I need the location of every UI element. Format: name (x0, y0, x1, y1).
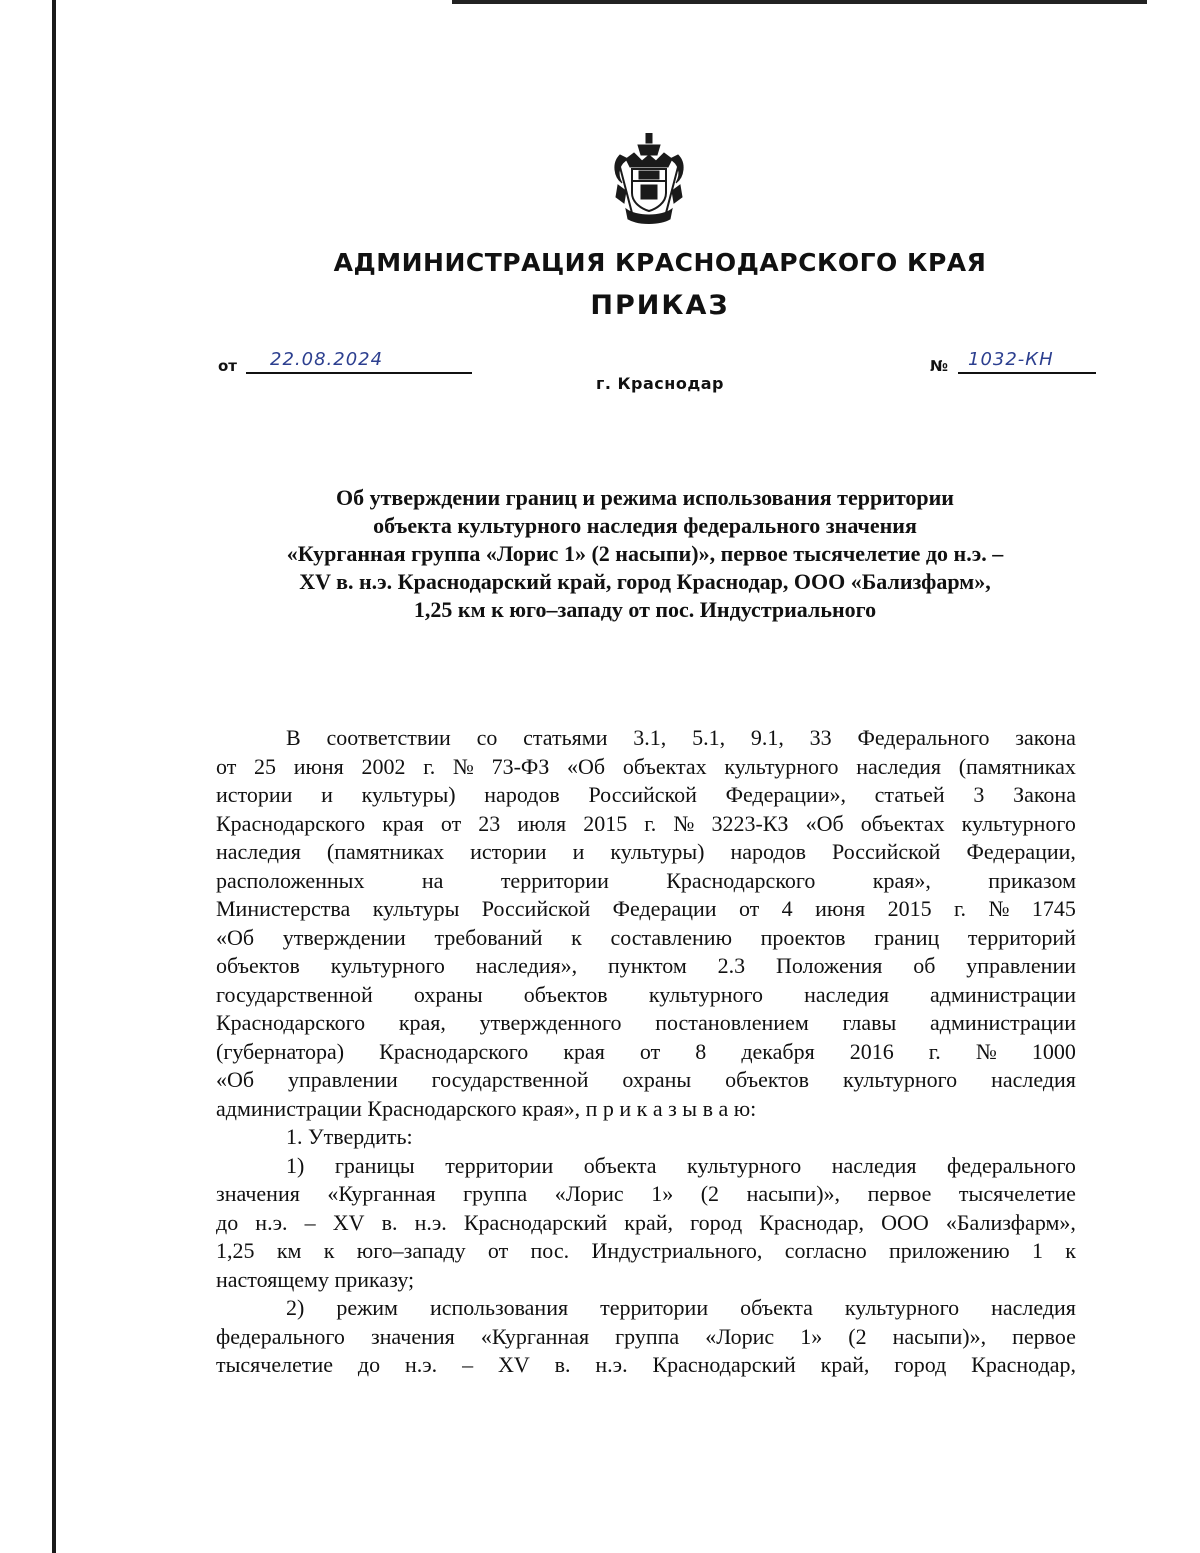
word: границ (874, 924, 940, 950)
word: государственной (431, 1067, 589, 1092)
word: значения (370, 1323, 455, 1349)
word: н.э. (595, 1352, 628, 1377)
body-line (216, 924, 1076, 953)
word: требований (434, 924, 543, 950)
word: территорий (967, 924, 1076, 950)
word: культуры) (361, 782, 456, 807)
word: насыпи)», (746, 1181, 841, 1206)
word: границы (334, 1152, 415, 1178)
word: Индустриального, (591, 1238, 763, 1263)
word: Краснодар, (759, 1209, 865, 1235)
word: Краснодарского (666, 867, 816, 893)
subject-line: «Курганная группа «Лорис 1» (2 насыпи)», первое тысячелетие до н.э. – (286, 541, 1004, 566)
word: № (988, 896, 1010, 921)
word: объектах (860, 810, 945, 836)
word: Министерства (216, 896, 351, 921)
body-line (216, 781, 1076, 810)
word: составлению (610, 924, 733, 950)
word: юго–западу (356, 1238, 466, 1263)
body-line: 1. Утвердить: (286, 1124, 413, 1149)
word: Краснодар, (971, 1352, 1076, 1377)
body-line (216, 867, 1076, 896)
word: охраны (413, 981, 483, 1007)
word: г. (954, 896, 967, 921)
word: 25 (254, 753, 277, 779)
word: приложению (889, 1238, 1010, 1263)
word: тысячелетие (216, 1352, 334, 1377)
body-line (216, 724, 1076, 753)
word: г. (423, 753, 436, 779)
word: охраны (622, 1067, 692, 1092)
word: утвержденного (479, 1010, 622, 1035)
word: объектов (216, 953, 300, 978)
word: наследия (831, 1152, 917, 1178)
word: 1 (1031, 1238, 1043, 1263)
word: края», (872, 867, 931, 893)
word: группа (615, 1323, 680, 1349)
word: до (216, 1209, 239, 1235)
body-line (216, 1038, 1076, 1067)
city: г. Краснодар (595, 374, 725, 393)
word: в. (381, 1209, 398, 1235)
word: главы (842, 1010, 897, 1035)
word: 5.1, (692, 725, 726, 750)
subject-line: Об утверждении границ и режима использования территории (336, 485, 954, 510)
body-line (216, 810, 1076, 839)
word: «Об (567, 753, 606, 779)
word: город (690, 1209, 743, 1235)
word: ООО (881, 1209, 929, 1235)
word: XV (497, 1352, 530, 1377)
word: город (894, 1352, 947, 1377)
word: и (321, 782, 333, 807)
body-line (216, 1237, 1076, 1266)
word: на (421, 867, 444, 893)
number-underline (958, 372, 1096, 374)
word: 1745 (1031, 896, 1076, 921)
word: наследия (991, 1067, 1076, 1092)
body-line: настоящему приказу; (216, 1266, 415, 1292)
word: 1» (800, 1323, 823, 1349)
word: (2 (700, 1181, 720, 1206)
word: В (286, 725, 301, 750)
word: проектов (760, 924, 846, 950)
scan-edge-top (452, 0, 1147, 4)
word: от (216, 753, 237, 779)
subject-line: объекта культурного наследия федерального значения (373, 513, 917, 538)
word: культурного (724, 753, 839, 779)
body-line (216, 1351, 1076, 1380)
word: первое (1012, 1323, 1076, 1349)
word: объекта (740, 1295, 813, 1320)
word: объекта (583, 1152, 657, 1178)
word: г. (928, 1038, 941, 1064)
word: 2016 (849, 1038, 894, 1064)
word: расположенных (216, 867, 365, 893)
date-value: 22.08.2024 (270, 349, 384, 370)
word: истории (470, 839, 547, 864)
word: управлении (288, 1067, 398, 1092)
word: (губернатора) (216, 1038, 345, 1064)
word: в. (554, 1352, 571, 1377)
word: 1» (651, 1181, 674, 1206)
word: народов (730, 839, 806, 864)
word: «Лорис (554, 1181, 624, 1206)
word: насыпи)», (892, 1323, 987, 1349)
word: – (304, 1209, 316, 1235)
body-line (216, 1294, 1076, 1323)
word: 3 (973, 782, 985, 807)
word: территории (445, 1152, 554, 1178)
word: край, (624, 1209, 674, 1235)
word: Краснодарский (463, 1209, 608, 1235)
word: (памятниках (326, 839, 445, 864)
word: «Курганная (480, 1323, 590, 1349)
body-line (216, 753, 1076, 782)
word: края (382, 810, 424, 836)
word: г. (644, 810, 657, 836)
word: государственной (216, 981, 373, 1007)
word: «Бализфарм», (945, 1209, 1076, 1235)
word: края (563, 1038, 605, 1064)
word: № (452, 753, 474, 779)
word: статьями (523, 725, 608, 750)
word: первое (867, 1181, 932, 1206)
coat-of-arms-icon (612, 133, 686, 225)
word: федерального (216, 1323, 345, 1349)
number-label: № (930, 357, 949, 375)
word: Положения (776, 953, 883, 978)
word: наследия (856, 753, 942, 779)
word: Федерации», (725, 782, 846, 807)
word: культурного (687, 1152, 802, 1178)
body-line (216, 981, 1076, 1010)
word: согласно (784, 1238, 867, 1263)
subject-line: 1,25 км к юго–западу от пос. Индустриального (413, 597, 877, 622)
word: группа (463, 1181, 528, 1206)
number-value: 1032-КН (968, 349, 1054, 370)
document-body (216, 724, 1076, 1380)
word: 33 (809, 725, 832, 750)
date-label: от (218, 357, 237, 375)
word: 2015 (583, 810, 628, 836)
word: объектов (725, 1067, 810, 1092)
word: 3.1, (633, 725, 667, 750)
body-line (216, 952, 1076, 981)
word: управлении (966, 953, 1076, 978)
word: Российской (481, 896, 591, 921)
word: культурного (961, 810, 1076, 836)
word: Краснодарского (216, 1010, 366, 1035)
word: 4 (781, 896, 793, 921)
word: 2002 (361, 753, 406, 779)
word: Федерации, (966, 839, 1076, 864)
word: территории (500, 867, 609, 893)
word: администрации (930, 981, 1076, 1007)
word: режим (336, 1295, 398, 1320)
word: 9.1, (750, 725, 784, 750)
word: края, (398, 1010, 446, 1035)
word: 73-ФЗ (491, 753, 550, 779)
body-line (216, 1152, 1076, 1181)
word: об (913, 953, 936, 978)
word: культурного (844, 1295, 960, 1320)
word: пос. (530, 1238, 570, 1263)
body-line (216, 1323, 1076, 1352)
word: «Об (216, 924, 255, 950)
word: 3223-КЗ (711, 810, 789, 836)
word: к (323, 1238, 335, 1263)
body-line: администрации Краснодарского края», п р и к а з ы в а ю: (216, 1095, 757, 1121)
word: Российской (588, 782, 697, 807)
word: (памятниках (958, 753, 1076, 779)
word: н.э. (414, 1209, 447, 1235)
word: «Курганная (327, 1181, 436, 1206)
word: использования (429, 1295, 569, 1320)
word: значения (216, 1181, 300, 1206)
word: наследия (991, 1295, 1076, 1320)
word: – (462, 1352, 474, 1377)
word: Федерального (857, 725, 990, 750)
word: 2) (286, 1295, 305, 1320)
word: соответствии (326, 725, 451, 750)
word: Краснодарского (379, 1038, 529, 1064)
organization-title: АДМИНИСТРАЦИЯ КРАСНОДАРСКОГО КРАЯ (333, 248, 987, 277)
word: статьей (874, 782, 945, 807)
word: 1000 (1031, 1038, 1076, 1064)
word: до (357, 1352, 381, 1377)
word: Закона (1013, 782, 1076, 807)
word: культурного (648, 981, 763, 1007)
word: № (975, 1038, 997, 1064)
word: и (572, 839, 585, 864)
word: от (440, 810, 462, 836)
body-line (216, 895, 1076, 924)
body-line (216, 1209, 1076, 1238)
body-line (216, 838, 1076, 867)
document-subject (200, 484, 1090, 624)
word: 2.3 (717, 953, 746, 978)
word: Российской (832, 839, 941, 864)
subject-line: XV в. н.э. Краснодарский край, город Краснодар, ООО «Бализфарм», (299, 569, 991, 594)
word: июня (815, 896, 866, 921)
word: культуры) (610, 839, 705, 864)
word: «Об (805, 810, 844, 836)
word: «Об (216, 1067, 255, 1092)
word: Федерации (612, 896, 717, 921)
word: 1,25 (216, 1238, 255, 1263)
word: со (476, 725, 498, 750)
word: народов (484, 782, 560, 807)
scan-edge-left (52, 0, 56, 1553)
word: н.э. (255, 1209, 288, 1235)
word: 2015 (887, 896, 932, 921)
word: пунктом (608, 953, 687, 978)
word: № (673, 810, 695, 836)
word: Краснодарского (216, 810, 366, 836)
word: администрации (930, 1010, 1076, 1035)
word: июля (517, 810, 567, 836)
word: объектов (523, 981, 608, 1007)
document-type: ПРИКАЗ (590, 290, 730, 321)
word: июня (293, 753, 344, 779)
word: культурного (842, 1067, 958, 1092)
word: культуры (372, 896, 460, 921)
body-line (216, 1009, 1076, 1038)
word: закона (1015, 725, 1076, 750)
word: «Лорис (705, 1323, 775, 1349)
word: XV (332, 1209, 365, 1235)
word: территории (600, 1295, 709, 1320)
word: наследия (804, 981, 889, 1007)
word: км (276, 1238, 302, 1263)
body-line (216, 1066, 1076, 1095)
word: от (738, 896, 760, 921)
word: 8 (695, 1038, 707, 1064)
word: наследия», (475, 953, 578, 978)
body-line (216, 1180, 1076, 1209)
word: к (1065, 1238, 1076, 1263)
word: н.э. (404, 1352, 438, 1377)
word: к (571, 924, 582, 950)
word: наследия (216, 839, 301, 864)
word: Краснодарский (652, 1352, 796, 1377)
word: край, (820, 1352, 870, 1377)
word: тысячелетие (958, 1181, 1076, 1206)
word: от (487, 1238, 509, 1263)
word: 23 (478, 810, 501, 836)
word: 1) (286, 1152, 305, 1178)
word: объектах (622, 753, 707, 779)
word: приказом (988, 867, 1076, 893)
word: истории (216, 782, 293, 807)
word: постановлением (655, 1010, 809, 1035)
word: федерального (947, 1152, 1076, 1178)
word: утверждении (282, 924, 406, 950)
word: культурного (330, 953, 445, 978)
word: декабря (741, 1038, 815, 1064)
word: от (639, 1038, 661, 1064)
word: (2 (848, 1323, 867, 1349)
